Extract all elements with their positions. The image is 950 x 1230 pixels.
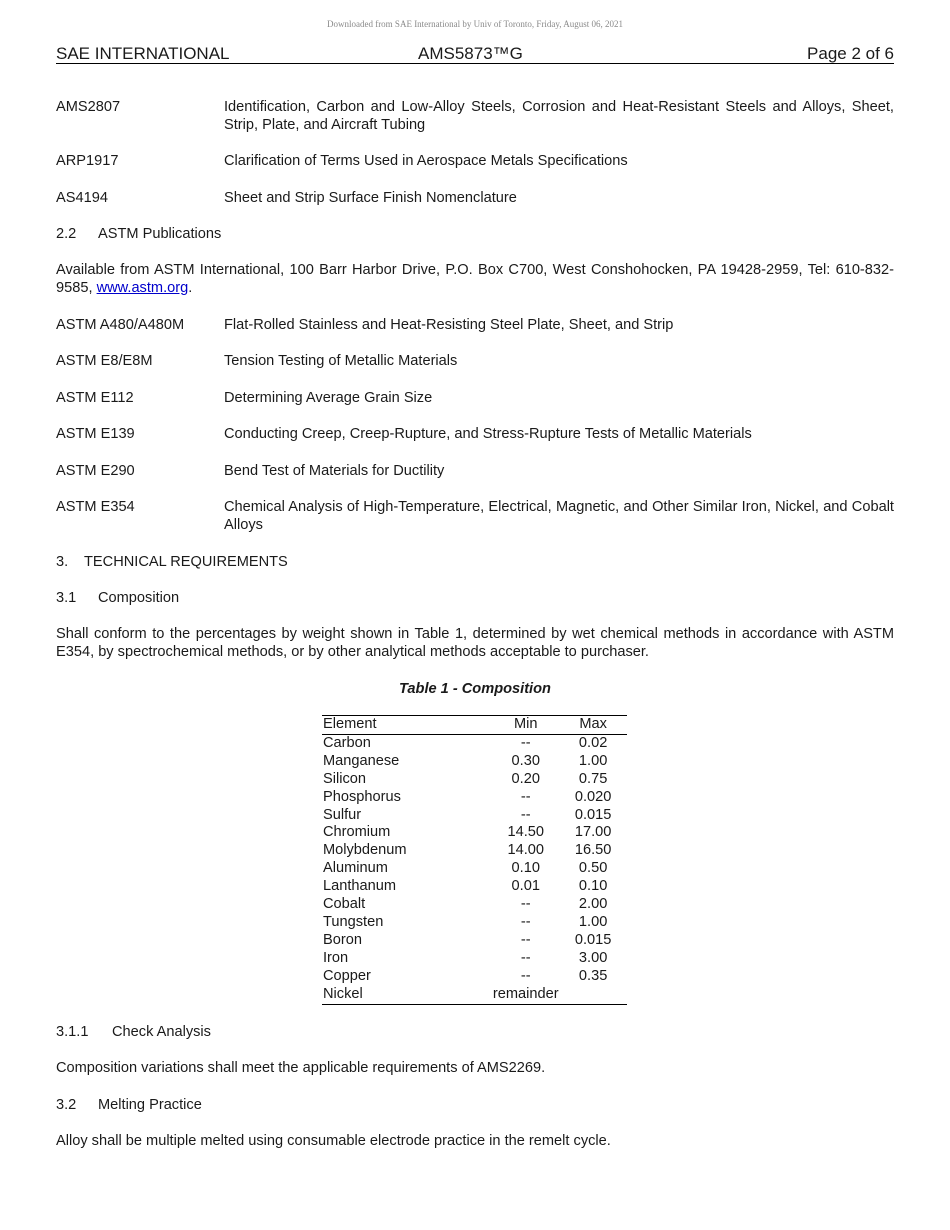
cell-remainder: remainder <box>492 985 559 1002</box>
cell-element: Copper <box>323 967 371 984</box>
cell-max: 0.015 <box>574 806 612 823</box>
reference-description: Clarification of Terms Used in Aerospace Metals Specifications <box>224 153 628 169</box>
cell-max: 3.00 <box>578 949 608 966</box>
reference-code: AS4194 <box>56 190 108 206</box>
section-title: Check Analysis <box>112 1024 211 1040</box>
reference-code: ASTM A480/A480M <box>56 317 185 333</box>
section-heading-3-1-1 <box>56 1023 211 1041</box>
cell-element: Lanthanum <box>323 878 397 895</box>
cell-min: 14.00 <box>507 842 545 859</box>
reference-description: Tension Testing of Metallic Materials <box>224 353 458 369</box>
cell-max: 2.00 <box>578 896 608 913</box>
reference-description: Chemical Analysis of High-Temperature, Electrical, Magnetic, and Other Similar Iron, Nickel, and Cobalt Alloys <box>224 499 894 533</box>
reference-description: Sheet and Strip Surface Finish Nomenclature <box>224 190 517 206</box>
table-row-remainder <box>322 986 627 1004</box>
column-header-min: Min <box>492 716 559 735</box>
section-number: 3.1 <box>56 590 77 606</box>
cell-element: Phosphorus <box>323 788 401 805</box>
availability-trailing: . <box>188 280 193 296</box>
table-row <box>322 896 627 914</box>
cell-min: -- <box>520 806 531 823</box>
cell-min: -- <box>520 913 531 930</box>
header-page-number: Page 2 of 6 <box>807 44 894 63</box>
reference-code: AMS2807 <box>56 99 121 115</box>
cell-element: Manganese <box>323 752 400 769</box>
section-number: 3.1.1 <box>56 1024 89 1040</box>
cell-min: -- <box>520 788 531 805</box>
table-row <box>322 807 627 825</box>
page-header <box>56 44 894 64</box>
cell-element: Tungsten <box>323 913 384 930</box>
reference-entry <box>56 316 894 334</box>
section-heading-2-2 <box>56 225 221 243</box>
reference-entry <box>56 352 894 370</box>
table-row <box>322 860 627 878</box>
reference-description: Determining Average Grain Size <box>224 390 433 406</box>
column-header-element: Element <box>322 716 492 735</box>
astm-availability-paragraph <box>56 261 894 297</box>
cell-element: Carbon <box>323 734 371 751</box>
table-row <box>322 914 627 932</box>
table-caption: Table 1 - Composition <box>399 681 551 697</box>
cell-max: 0.50 <box>578 860 608 877</box>
reference-entry <box>56 98 894 134</box>
cell-max: 0.10 <box>578 878 608 895</box>
composition-table <box>322 715 627 1005</box>
reference-entry <box>56 498 894 534</box>
table-row <box>322 824 627 842</box>
reference-entry <box>56 152 894 170</box>
cell-min: -- <box>520 967 531 984</box>
cell-min: 0.10 <box>511 860 540 877</box>
cell-min: 14.50 <box>507 824 545 841</box>
astm-website-link[interactable]: www.astm.org <box>96 280 189 296</box>
cell-element: Aluminum <box>323 860 388 877</box>
section-heading-3-2 <box>56 1096 202 1114</box>
reference-description: Bend Test of Materials for Ductility <box>224 463 445 479</box>
cell-max: 1.00 <box>578 913 608 930</box>
table-row <box>322 842 627 860</box>
section-title: Melting Practice <box>98 1097 202 1113</box>
section-number: 2.2 <box>56 226 77 242</box>
check-analysis-paragraph: Composition variations shall meet the applicable requirements of AMS2269. <box>56 1060 546 1076</box>
section-title: ASTM Publications <box>98 226 222 242</box>
reference-code: ASTM E112 <box>56 390 134 406</box>
reference-code: ASTM E8/E8M <box>56 353 153 369</box>
cell-min: -- <box>520 931 531 948</box>
cell-min: -- <box>520 734 531 751</box>
availability-text: Available from ASTM International, 100 Barr Harbor Drive, P.O. Box C700, West Conshohocken, PA 19428-2959, Tel: 610-832-9585, <box>56 262 894 296</box>
section-title: Composition <box>98 590 180 606</box>
cell-element: Chromium <box>323 824 391 841</box>
cell-element: Silicon <box>323 770 366 787</box>
section-number: 3. <box>56 554 69 570</box>
cell-min: 0.01 <box>511 878 540 895</box>
table-row <box>322 950 627 968</box>
reference-code: ASTM E139 <box>56 426 135 442</box>
cell-element: Molybdenum <box>323 842 407 859</box>
table-row <box>322 932 627 950</box>
cell-min: 0.20 <box>511 770 540 787</box>
section-title: TECHNICAL REQUIREMENTS <box>84 554 288 570</box>
cell-max: 16.50 <box>574 842 612 859</box>
reference-description: Flat-Rolled Stainless and Heat-Resisting Steel Plate, Sheet, and Strip <box>224 317 674 333</box>
composition-paragraph: Shall conform to the percentages by weight shown in Table 1, determined by wet chemical methods in accordance with ASTM E354, by spectrochemical methods, or by other analytical methods acceptable to purchaser. <box>56 626 894 660</box>
table-row <box>322 878 627 896</box>
reference-code: ARP1917 <box>56 153 119 169</box>
table-row <box>322 968 627 986</box>
cell-element: Cobalt <box>323 896 366 913</box>
reference-entry <box>56 389 894 407</box>
cell-element: Sulfur <box>323 806 362 823</box>
cell-element: Nickel <box>323 985 363 1002</box>
cell-max: 1.00 <box>578 752 608 769</box>
cell-max-empty <box>559 986 627 1004</box>
section-number: 3.2 <box>56 1097 77 1113</box>
reference-entry <box>56 189 894 207</box>
cell-max: 17.00 <box>574 824 612 841</box>
reference-entry <box>56 462 894 480</box>
reference-code: ASTM E354 <box>56 499 135 515</box>
cell-max: 0.35 <box>578 967 608 984</box>
cell-max: 0.020 <box>574 788 612 805</box>
reference-code: ASTM E290 <box>56 463 135 479</box>
column-header-max: Max <box>559 716 627 735</box>
section-heading-3-1 <box>56 589 179 607</box>
download-watermark: Downloaded from SAE International by Univ of Toronto, Friday, August 06, 2021 <box>326 19 624 29</box>
header-doc-id: AMS5873™G <box>418 44 523 63</box>
header-org: SAE INTERNATIONAL <box>56 44 230 63</box>
cell-min: -- <box>520 896 531 913</box>
table-header-row <box>322 716 627 735</box>
cell-element: Boron <box>323 931 362 948</box>
cell-max: 0.75 <box>578 770 608 787</box>
table-row <box>322 753 627 771</box>
cell-max: 0.02 <box>578 734 608 751</box>
table-row <box>322 771 627 789</box>
table-row <box>322 789 627 807</box>
cell-max: 0.015 <box>574 931 612 948</box>
cell-element: Iron <box>323 949 349 966</box>
table-row <box>322 734 627 752</box>
reference-description: Identification, Carbon and Low-Alloy Steels, Corrosion and Heat-Resistant Steels and Alloys, Sheet, Strip, Plate, and Aircraft Tubing <box>224 99 894 133</box>
cell-min: -- <box>520 949 531 966</box>
melting-practice-paragraph: Alloy shall be multiple melted using consumable electrode practice in the remelt cycle. <box>56 1133 611 1149</box>
cell-min: 0.30 <box>511 752 540 769</box>
reference-entry <box>56 425 894 443</box>
reference-description: Conducting Creep, Creep-Rupture, and Stress-Rupture Tests of Metallic Materials <box>224 426 752 442</box>
section-heading-3 <box>56 553 288 571</box>
